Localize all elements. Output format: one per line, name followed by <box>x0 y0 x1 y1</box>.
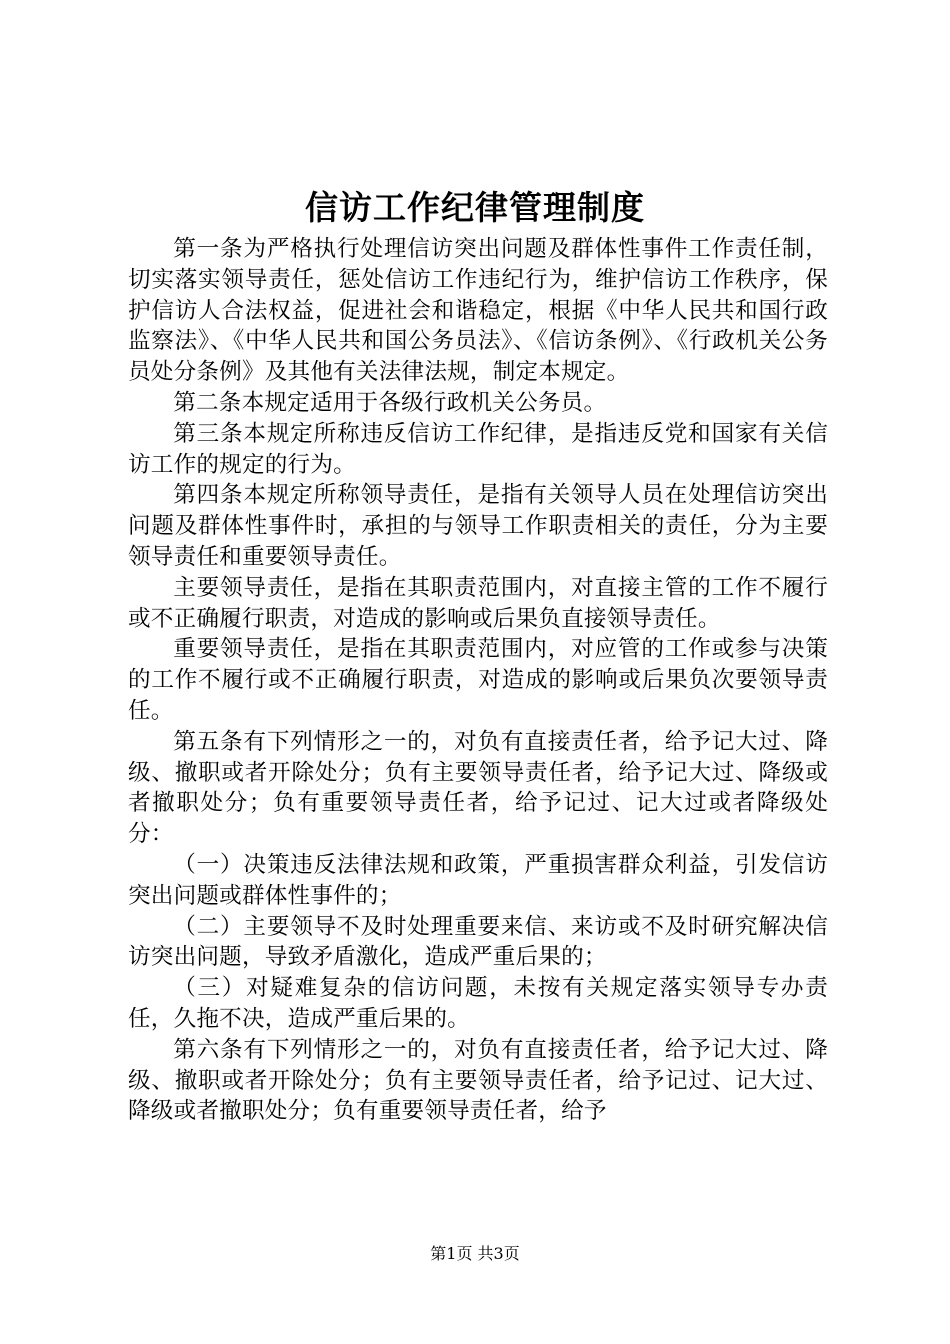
paragraph-article-2: 第二条本规定适用于各级行政机关公务员。 <box>173 389 607 416</box>
paragraph-article-5: 第五条有下列情形之一的，对负有直接责任者，给予记大过、降级、撤职或者开除处分；负有主要领导责任者，给予记大过、降级或者撤职处分；负有重要领导责任者，给予记过、记大过或者降级处分： <box>128 728 828 848</box>
page-footer: 第1页 共3页 <box>430 1244 520 1263</box>
paragraph-item-1: （一）决策违反法律法规和政策，严重损害群众利益，引发信访突出问题或群体性事件的； <box>128 851 828 909</box>
paragraph-article-1: 第一条为严格执行处理信访突出问题及群体性事件工作责任制，切实落实领导责任，惩处信访工作违纪行为，维护信访工作秩序，保护信访人合法权益，促进社会和谐稳定，根据《中华人民共和国行政监察法》、《中华人民共和国公务员法》、《信访条例》、《行政机关公务员处分条例》及其他有关法律法规，制定本规定。 <box>128 236 828 386</box>
paragraph-article-4: 第四条本规定所称领导责任，是指有关领导人员在处理信访突出问题及群体性事件时，承担的与领导工作职责相关的责任，分为主要领导责任和重要领导责任。 <box>128 482 828 570</box>
paragraph-item-2: （二）主要领导不及时处理重要来信、来访或不及时研究解决信访突出问题，导致矛盾激化，造成严重后果的； <box>128 913 828 971</box>
paragraph-article-3: 第三条本规定所称违反信访工作纪律，是指违反党和国家有关信访工作的规定的行为。 <box>128 420 828 478</box>
paragraph-item-3: （三）对疑难复杂的信访问题，未按有关规定落实领导专办责任，久拖不决，造成严重后果的。 <box>128 975 828 1032</box>
document-body <box>128 234 828 1127</box>
document-title: 信访工作纪律管理制度 <box>305 188 645 227</box>
paragraph-important-responsibility: 重要领导责任，是指在其职责范围内，对应管的工作或参与决策的工作不履行或不正确履行职责，对造成的影响或后果负次要领导责任。 <box>128 636 828 724</box>
paragraph-article-6: 第六条有下列情形之一的，对负有直接责任者，给予记大过、降级、撤职或者开除处分；负有主要领导责任者，给予记过、记大过、降级或者撤职处分；负有重要领导责任者，给予 <box>128 1036 828 1125</box>
paragraph-primary-responsibility: 主要领导责任，是指在其职责范围内，对直接主管的工作不履行或不正确履行职责，对造成的影响或后果负直接领导责任。 <box>128 574 828 632</box>
